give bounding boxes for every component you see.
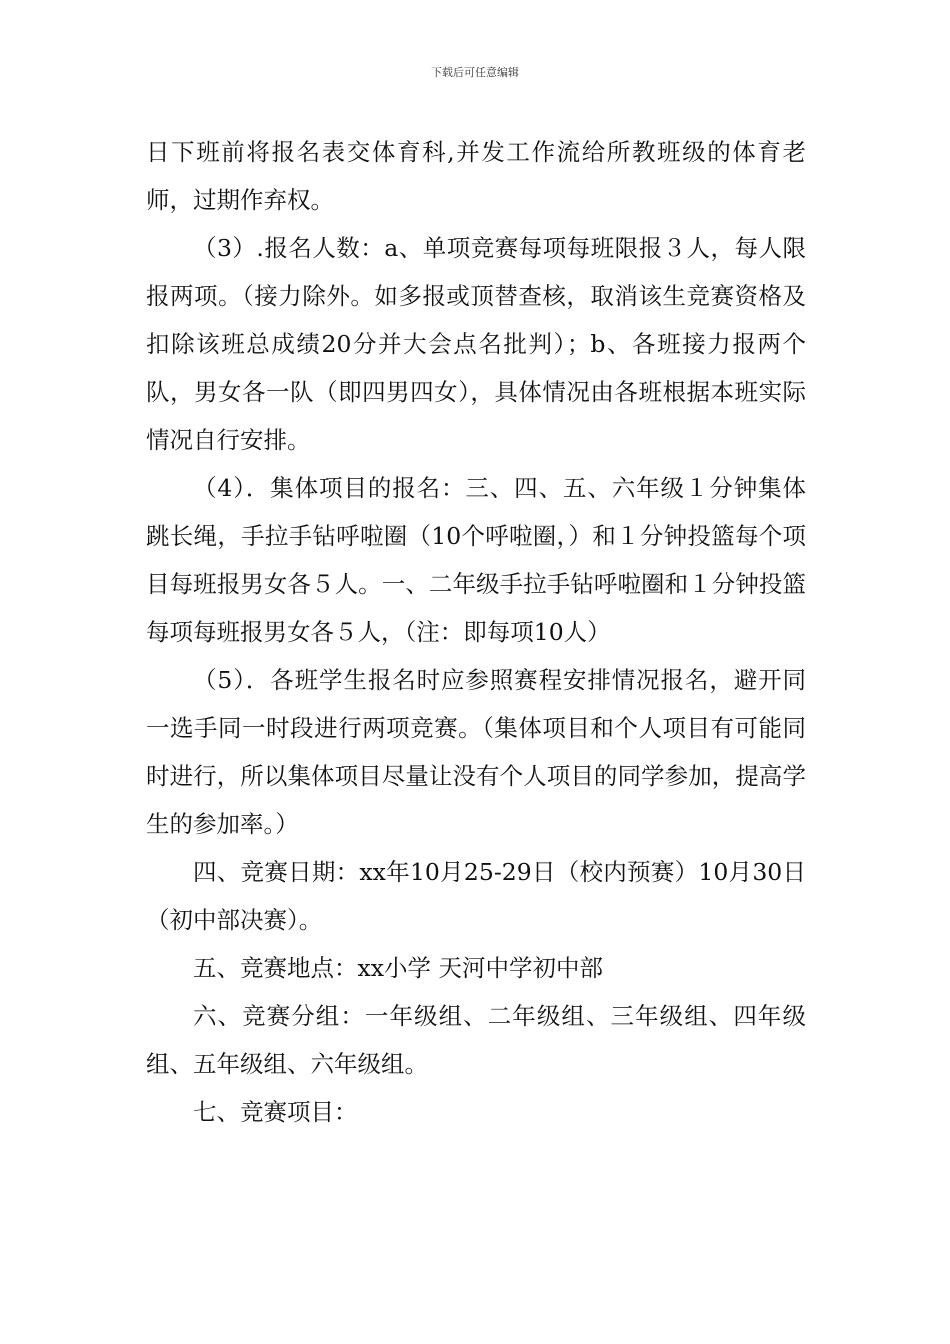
page-header: 下载后可任意编辑 [431, 66, 519, 79]
document-body [146, 128, 806, 1136]
paragraph-competition-groups: 六、竞赛分组：一年级组、二年级组、三年级组、四年级组、五年级组、六年级组。 [146, 1002, 806, 1078]
paragraph-competition-date: 四、竞赛日期：xx年10月25-29日（校内预赛）10月30日（初中部决赛）。 [146, 858, 806, 934]
paragraph-group-registration: （4）．集体项目的报名：三、四、五、六年级１分钟集体跳长绳，手拉手钻呼啦圈（10个呼啦圈，）和１分钟投篮每个项目每班报男女各５人。一、二年级手拉手钻呼啦圈和１分钟投篮每项每班报男女各５人，（注：即每项10人） [146, 474, 806, 646]
paragraph-schedule-note: （5）．各班学生报名时应参照赛程安排情况报名，避开同一选手同一时段进行两项竞赛。（集体项目和个人项目有可能同时进行，所以集体项目尽量让没有个人项目的同学参加，提高学生的参加率。） [146, 666, 806, 838]
paragraph-competition-events: 七、竞赛项目： [193, 1098, 358, 1126]
paragraph-competition-venue: 五、竞赛地点：xx小学 天河中学初中部 [193, 954, 603, 982]
paragraph-registration-deadline: 日下班前将报名表交体育科,并发工作流给所教班级的体育老师，过期作弃权。 [146, 138, 806, 214]
paragraph-registration-count: （3）.报名人数：a、单项竞赛每项每班限报３人，每人限报两项。（接力除外。如多报或顶替查核，取消该生竞赛资格及扣除该班总成绩20分并大会点名批判）；b、各班接力报两个队，男女各一队（即四男四女），具体情况由各班根据本班实际情况自行安排。 [146, 234, 806, 454]
